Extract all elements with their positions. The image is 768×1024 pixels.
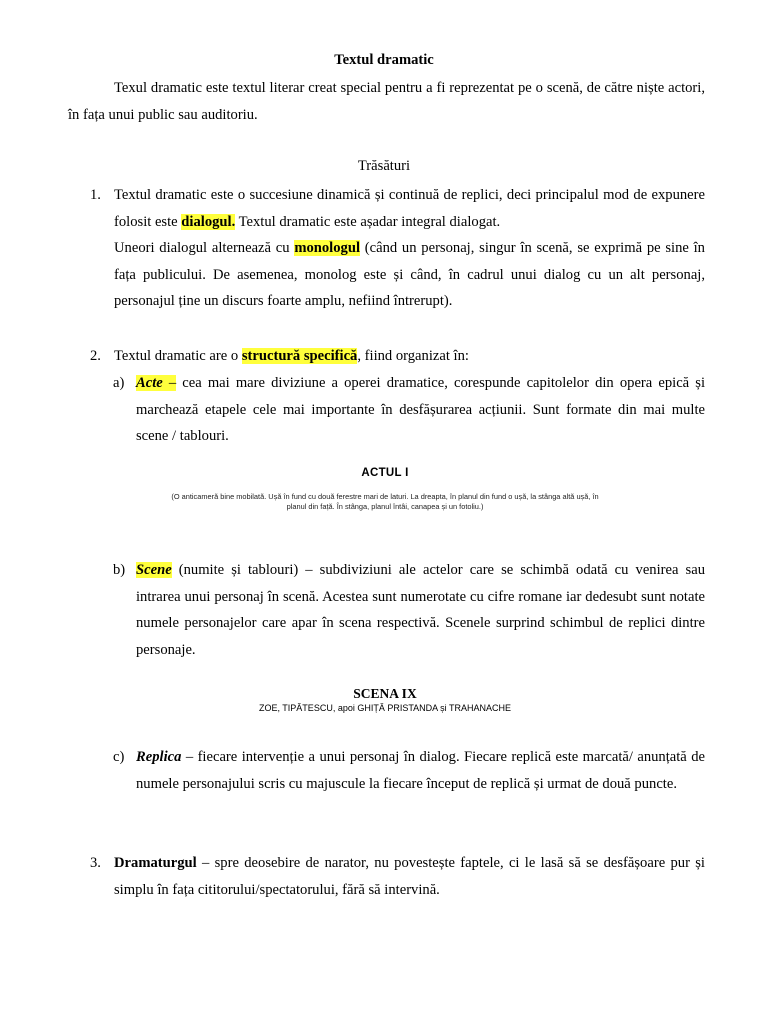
item2-text-b: , fiind organizat în: — [357, 348, 469, 364]
highlight-structura: structură specifică — [241, 348, 358, 364]
item1-text-a: Textul dramatic este o succesiune dinamică și continuă de replici, deci principalul mod de expunere folosit este — [114, 187, 705, 230]
section-title: Trăsături — [357, 158, 411, 174]
item3-text: – spre deosebire de narator, nu povestește faptele, ci le lasă să se desfășoare pur și simplu în fața cititorului/spectatorului, fără să intervină. — [114, 855, 705, 898]
sub-a-text: cea mai mare diviziune a operei dramatice, corespunde capitolelor din opera epică și marchează etapele cele mai importante în desfășurarea acțiunii. Sunt formate din mai multe scene / tablouri. — [136, 375, 706, 445]
highlight-monologul: monologul — [294, 240, 360, 257]
list-item-3 — [90, 850, 705, 903]
item1-text-c: Uneori dialogul alternează cu — [114, 240, 295, 257]
sub-b-text: (numite și tablouri) – subdiviziuni ale actelor care se schimbă odată cu venirea sau intrarea unui personaj în scenă. Acestea sunt numerotate cu cifre romane iar dedesubt sunt notate numele personajelor care apar în scena respectivă. Scenele surprind schimbul de replici dintre personaje. — [136, 562, 705, 658]
sub-item-b — [113, 557, 705, 663]
item1-text-d: (când un personaj, singur în scenă, se exprimă pe sine în fața publicului. De asemenea, monolog este și când, în cadrul unui dialog cu un alt personaj, personajul ține un discurs foarte amplu, nefiind întrerupt). — [114, 240, 705, 310]
list-item-2 — [90, 343, 705, 370]
highlight-acte — [136, 375, 176, 391]
term-acte-dash: – — [162, 375, 177, 391]
term-replica: Replica — [136, 749, 182, 765]
sub-letter: a) — [113, 375, 125, 391]
list-item-1 — [90, 182, 705, 315]
scene-example-figure — [170, 686, 600, 713]
sub-c-text: – fiecare intervenție a unui personaj în dialog. Fiecare replică este marcată/ anunțată de numele personajului scris cu majuscule la fiecare început de replică și urmat de două puncte. — [136, 749, 705, 792]
term-scene: Scene — [136, 562, 172, 578]
item1-text-b: Textul dramatic este așadar integral dialogat. — [235, 213, 501, 230]
document-title: Textul dramatic — [334, 52, 434, 68]
sub-letter: b) — [113, 562, 126, 578]
highlight-dialogul: dialogul. — [181, 213, 236, 230]
list-number: 1. — [90, 187, 101, 203]
sub-item-c — [113, 744, 705, 797]
act-example-figure — [170, 467, 600, 512]
term-acte: Acte — [136, 375, 163, 391]
scene-title: SCENA IX — [353, 686, 417, 701]
sub-item-a — [113, 370, 706, 450]
intro-paragraph: Texul dramatic este textul literar creat special pentru a fi reprezentat pe o scenă, de către niște actori, în fața unui public sau auditoriu. — [68, 80, 705, 123]
item2-text-a: Textul dramatic are o — [114, 348, 242, 364]
act-title: ACTUL I — [361, 467, 409, 479]
act-stage-directions: (O anticameră bine mobilată. Ușă în fund cu două ferestre mari de laturi. La dreapta, în planul din fund o ușă, la stânga altă ușă, în planul din față. În stânga, planul întâi, canapea și un fotoliu.) — [171, 492, 599, 511]
list-number: 3. — [90, 855, 101, 871]
sub-letter: c) — [113, 749, 125, 765]
scene-characters: ZOE, TIPĂTESCU, apoi GHIȚĂ PRISTANDA și TRAHANACHE — [258, 703, 512, 713]
list-number: 2. — [90, 348, 101, 364]
term-dramaturgul: Dramaturgul — [114, 855, 197, 871]
